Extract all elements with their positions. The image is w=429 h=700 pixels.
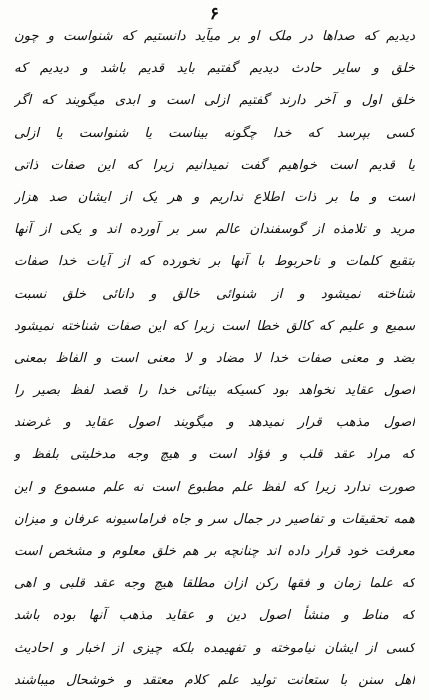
text-line: بتقیع کلمات و ناحربوط با آنها بر نخورده که از آیات خدا صفات bbox=[14, 254, 415, 270]
text-line: صورت ندارد زیرا که لفظ علم مطبوع است نه علم مسموع و این bbox=[14, 479, 415, 495]
text-line: اصول عقاید نخواهد بود کسیکه بینائی خدا را قصد لفظ بصیر را bbox=[14, 383, 415, 399]
text-line: است و ما بر ذات اطلاع نداریم و هر یک از ایشان صد هزار bbox=[14, 189, 415, 205]
text-line: شناخته نمیشود و از شنوائی خالق و دانائی خلق نسبت bbox=[14, 286, 415, 302]
text-line: خلق اول و آخر دارند گفتیم ازلی است و ابدی میگویند که اگر bbox=[14, 93, 415, 109]
text-line: مرید و تلامذه از گوسفندان عالم سر بر آورده اند و یکی از آنها bbox=[14, 222, 415, 238]
text-line: کسی بپرسد که خدا چگونه بیناست یا شنواست یا ازلی bbox=[14, 125, 415, 141]
text-line: اصول مذهب قرار نمیدهد و میگویند اصول عقاید و غرضند bbox=[14, 415, 415, 431]
text-line: که مناط و منشأ اصول دین و عقاید مذهب آنها بوده باشد bbox=[14, 608, 415, 624]
text-line: اهل سنن با ستعانت تولید علم کلام معتقد و خوشحال میباشند bbox=[14, 672, 415, 688]
text-line: معرفت خود قرار داده اند چنانچه بر هم خلق معلوم و مشخص است bbox=[14, 544, 415, 559]
text-line: که مراد عقد قلب و فؤاد است و هیچ وجه مدخلیتی بلفظ و bbox=[14, 447, 415, 463]
text-line: همه تحقیقات و تفاصیر در جمال سر و جاه فراماسیونه عرفان و میزان bbox=[14, 511, 415, 527]
page-number: ۶ bbox=[209, 4, 220, 24]
text-line: کسی از ایشان نیاموخته و تفهیمده بلکه چیزی از اخبار و احادیث bbox=[14, 640, 415, 656]
text-line: یا قدیم است خواهیم گفت نمیدانیم زیرا که این صفات ذاتی bbox=[14, 157, 415, 173]
manuscript-text bbox=[14, 24, 415, 694]
text-line: بضد و معنی صفات خدا لا مضاد و لا معنی است و الفاظ بمعنی bbox=[14, 350, 415, 366]
text-line: دیدیم که صداها در ملک او بر میآید دانستیم که شنواست و چون bbox=[14, 29, 415, 44]
text-line: که علما زمان و فقها رکن ازان مطلقا هیچ وجه عقد قلبی و اهی bbox=[14, 576, 415, 592]
text-line: سمیع و علیم که کالق خطا است زیرا که این صفات شناخته نمیشود bbox=[14, 318, 415, 334]
text-line: خلق و سایر حادث دیدیم گفتیم باید قدیم باشد و دیدیم که bbox=[14, 61, 415, 77]
